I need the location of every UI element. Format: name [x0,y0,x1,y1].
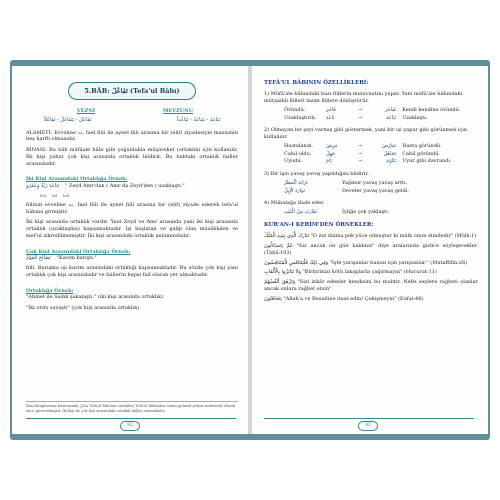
tag-fail: fail [63,192,70,198]
table-row: تَزَايَدَ الْمَطَرُ Yağmur yavaş yavaş arttı. [284,179,408,186]
cok-kisi-arabic: تَصَالَحَ الْقَوْمُ [26,255,51,262]
quran-example-6: يَتَخَافَتُونَ "Allah'a ve Resulüne itaat edin! Çekişmeyin" (Enfal:46) [264,295,424,302]
binasi-text: BİNASI: Bu bâb müfâale bâbı gibi çoğunlukla müşareket (ortaklık) için kullanılır. İki kişi yahut çok kişi arasında ortaklık bildirir. Bu babtaki ortaklık failler arasındadır. [26,147,238,167]
footnote: Bazı kitaplarımız bazılarında تَفَاعُلَ Tefa'ul bâbının örnekleri Tefa'ul bâbından sonra gelmek yerine mütearrif olarak önce gösterilmiştir. İki kişi ile çok kişi arasındaki ortaklık failler arasındadır. [26,401,238,414]
arrow-icon: → [358,158,363,165]
table-row: Hastalandı. مَرِضَ → تَمَارَضَ Hasta göründü. [284,142,442,149]
item-4-table [284,209,478,216]
item-3: 3) Bir işin yavaş yavaş yapıldığını bildirir. [264,171,369,178]
item-3-table [284,180,478,195]
iki-kisi-heading: İki Kişi Arasındaki Ortaklığa Örnek: [26,176,128,183]
vezni-arabic: تَفَاعَلَ - يَتَفَاعَلُ - تَفَاعُلاً [44,116,92,123]
quran-example-5: وَتَزْهَقَ أَنْفُسُهُمْ "Sizi inkâr edenler kendisini bu muhtir. Nefis seylere rağbeti olanlar ancak onlara rağbet etsin" [264,279,478,292]
ortakliga-heading: Ortaklığa Örnek: [26,287,74,294]
grammar-tags [26,193,238,198]
page-number-left: 92 [120,421,140,431]
vezin-row [26,117,238,124]
cok-kisi-translation: "Kavim barıştı." [56,255,97,262]
table-row: Uzaklaştırdı. بَاعَدَ → تَبَاعَدَ Uzaklaştı. [284,114,428,121]
iki-kisi-para2: İki kişi arasında ortaklık vardır. Yani Zeyd ve Amr arasında yani iki kişi arasında ortaklık (uzaklaşma) kapsamaktadır. İşi başlatan ve galip olan müsâkkılen ve mef'ul zikredilmemiştir. İki kişi arasındaki ortaklık anlamındadır. [26,219,238,239]
tag-fail: fail [40,192,47,198]
cok-kisi-para: fiili. Barışma işi kavim arasındaki ortaklığı kapsamaktadır. Bu sözde çok kişi yani ortaklık çok kişi arasındadır ve faillerin hepsi fail olarak yer almaktadır. [26,265,238,278]
quran-example-1: تَبَارَكَ الَّذِي بِيَدِهِ الْمُلْكُ "O zat daima pek yüce olmuştur ki mülk onun elindedir" (Mülk:1) [264,233,477,240]
kuran-heading: KUR'AN-I KERİM'DEN ÖRNEKLER: [264,221,374,228]
quran-example-3: وَفِي ذَلِكَ فَلْيَتَنَافَسِ الْمُتَنَافِسُونَ "İşte yarışanlar bunun için yarışsınlar." (Mutaffifin:26) [264,259,468,266]
ozellik-heading: TEFÂ'UL BÂBININ ÖZELLİKLERİ: [264,80,369,86]
vezni-label: VEZNİ [76,108,96,114]
left-page [12,66,248,434]
iki-kisi-translation: " Zeyd Amr'dan ( Amr da Zeyd'den ) uzaklaştı." [65,183,185,189]
item-1-table [284,107,478,122]
arrow-icon: → [358,106,363,113]
ortak-example-1: "Ahmet ile Sadık şakalaştı." (iki kişi arasında ortaklık) [26,294,164,301]
chapter-title: 5.BÂB: تَفَاعُلَ (Tefa'ul Bâbı) [68,82,196,100]
item-2-table [284,143,478,165]
cok-kisi-example [26,255,238,262]
table-row: Uyudu. نَامَ → تَنَاوَمَ Uyur gibi davrandı. [284,158,452,165]
arrow-icon: → [358,142,363,149]
quran-example-4: وَلَا تَنَابَزُوا بِالْأَلْقَابِ "Birbirinizi kötü lakaplarla çağırmayın" (Hucurat:11) [264,269,437,276]
cok-kisi-heading: Çok Kişi Arasındaki Ortaklığa Örnek: [26,248,131,255]
mevzunu-arabic: تَبَاعَدَ - يَتَبَاعَدُ - تَبَاعُداً [177,116,220,123]
iki-kisi-example [26,183,238,190]
vezin-header [26,108,238,115]
arrow-icon: → [358,150,363,157]
tag-fiil: fiil [52,192,58,198]
ortak-example-2: "İki ordu savaştı" (çok kişi arasında ortaklık) [26,305,140,312]
iki-kisi-arabic: تَبَاعَدَ زَيْدٌ وَعَمْرٌو [26,183,60,189]
arrow-icon: → [358,114,363,121]
table-row: تَوَارَدَ الْإِبِلُ Develer yavaş yavaş geldi. [284,187,409,194]
page-number-right: 93 [358,421,378,431]
iki-kisi-para1: fiilinin evveline ت, fael fiili ile aynel fiili arasına bir (elif) ziyade ederek tefa'ul bâbına girmiştir. [26,201,238,215]
item-1: 1) Müfâ'ale bâbındaki bazı fiillerin mutavaatını yapar. Yani müfâ'ale bâbındaki mütaaddi fiilleri lazım fiillere dönüştürür. [264,91,463,105]
item-2: 2) Olmayan bir şeyi varmış gibi göstermek, yani bir işi yapar gibi görünmek için kullanılır. [264,127,468,141]
quran-example-2: عَمَّ يَتَسَاءَلُونَ "Siz ancak on gün kaldınız" diye aralarında gizlice söyleşecekler. (Tâhâ:103) [264,243,478,256]
table-row: Övündü. فَاخَرَ → تَفَاخَرَ Kendi kendine övündü. [284,106,461,113]
table-row: Cahil oldu. جَهِلَ → تَجَاهَلَ Cahil göründü. [284,150,441,157]
right-page [252,66,488,434]
table-row: تَقَارَبَ مِنْ الْبَيْتِ İyliğe çok yaklaştı. [284,209,390,216]
alamet-text: ALAMETİ: Evveline ت, fael fiili ile aynel fiili arasına bir (elif) ziyadesiyle mazisinin beş harfli olmasıdır. [26,129,238,143]
item-4: 4) Mübalağa ifade eder. [264,200,325,207]
mevzunu-label: MEVZUNU [162,108,194,114]
